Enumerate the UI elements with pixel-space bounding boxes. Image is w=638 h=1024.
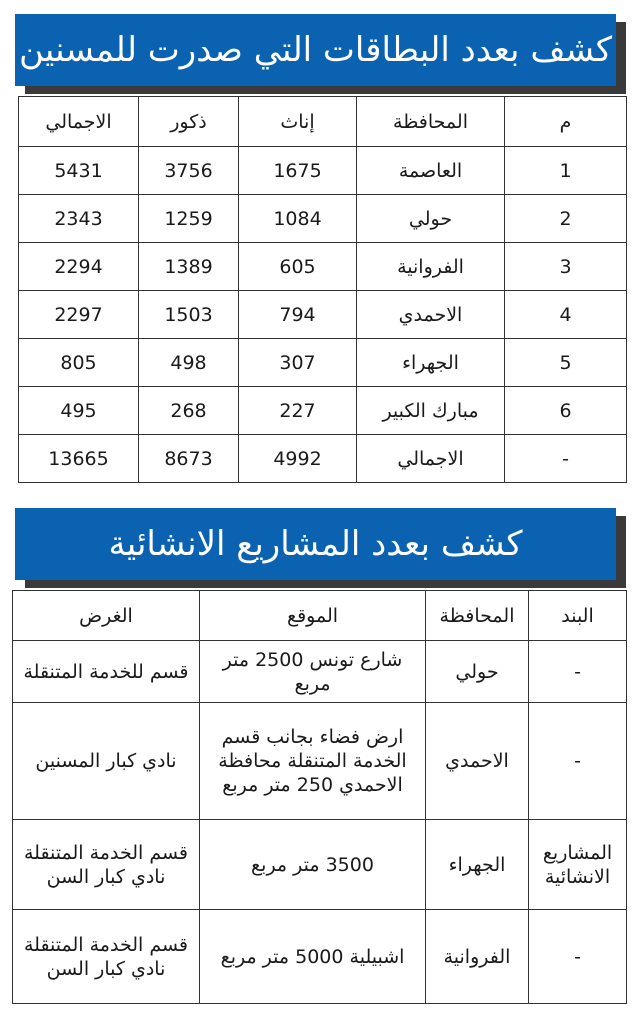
- cell-governorate: مبارك الكبير: [357, 387, 505, 435]
- header-cell: الغرض: [13, 591, 200, 641]
- cell-governorate: الفروانية: [357, 243, 505, 291]
- cell-number: -: [505, 435, 627, 483]
- cell-males: 498: [139, 339, 239, 387]
- cell-total: 495: [19, 387, 139, 435]
- cell-number: 1: [505, 147, 627, 195]
- header-cell: إناث: [239, 97, 357, 147]
- table-row: [13, 641, 627, 703]
- header-cell: المحافظة: [426, 591, 529, 641]
- cell-governorate: الاحمدي: [426, 703, 529, 820]
- cell-governorate: الاحمدي: [357, 291, 505, 339]
- cell-purpose: قسم للخدمة المتنقلة: [13, 641, 200, 703]
- cell-item: -: [529, 910, 627, 1004]
- cell-males: 1259: [139, 195, 239, 243]
- cell-females: 794: [239, 291, 357, 339]
- cell-purpose: قسم الخدمة المتنقلة نادي كبار السن: [13, 910, 200, 1004]
- cell-females: 605: [239, 243, 357, 291]
- cell-females: 1675: [239, 147, 357, 195]
- banner-shadow: [25, 86, 626, 94]
- cell-number: 2: [505, 195, 627, 243]
- cell-total: 2343: [19, 195, 139, 243]
- cell-females: 1084: [239, 195, 357, 243]
- table-row: [19, 291, 627, 339]
- cell-total: 13665: [19, 435, 139, 483]
- cell-location: اشبيلية 5000 متر مربع: [200, 910, 426, 1004]
- cell-males: 8673: [139, 435, 239, 483]
- table-header-row: [19, 97, 627, 147]
- cell-total: 2294: [19, 243, 139, 291]
- table-row: [19, 387, 627, 435]
- projects-title-banner: [15, 508, 616, 580]
- cell-location: شارع تونس 2500 متر مربع: [200, 641, 426, 703]
- cell-number: 6: [505, 387, 627, 435]
- banner-shadow: [616, 22, 626, 94]
- table-row: [19, 339, 627, 387]
- cell-males: 1389: [139, 243, 239, 291]
- header-cell: البند: [529, 591, 627, 641]
- cards-table: [18, 96, 627, 483]
- cell-location: ارض فضاء بجانب قسم الخدمة المتنقلة محافظة الاحمدي 250 متر مربع: [200, 703, 426, 820]
- header-cell: الموقع: [200, 591, 426, 641]
- cell-item: -: [529, 703, 627, 820]
- cell-purpose: قسم الخدمة المتنقلة نادي كبار السن: [13, 820, 200, 910]
- cell-females: 4992: [239, 435, 357, 483]
- cell-governorate: الفروانية: [426, 910, 529, 1004]
- table-header-row: [13, 591, 627, 641]
- cell-number: 4: [505, 291, 627, 339]
- projects-table: [12, 590, 627, 1004]
- banner-shadow: [616, 516, 626, 588]
- cell-number: 5: [505, 339, 627, 387]
- cards-title-banner: [15, 14, 616, 86]
- projects-title: كشف بعدد المشاريع الانشائية: [108, 524, 523, 564]
- cell-location: 3500 متر مربع: [200, 820, 426, 910]
- cell-governorate: العاصمة: [357, 147, 505, 195]
- cell-total: 5431: [19, 147, 139, 195]
- cell-males: 1503: [139, 291, 239, 339]
- table-row: [13, 820, 627, 910]
- header-cell: ذكور: [139, 97, 239, 147]
- table-row: [19, 195, 627, 243]
- cell-governorate: حولي: [357, 195, 505, 243]
- cell-number: 3: [505, 243, 627, 291]
- cell-item: -: [529, 641, 627, 703]
- table-row: [13, 703, 627, 820]
- table-total-row: [19, 435, 627, 483]
- cell-governorate: حولي: [426, 641, 529, 703]
- table-row: [13, 910, 627, 1004]
- cell-females: 227: [239, 387, 357, 435]
- cell-purpose: نادي كبار المسنين: [13, 703, 200, 820]
- table-row: [19, 147, 627, 195]
- header-cell: م: [505, 97, 627, 147]
- cell-item: المشاريع الانشائية: [529, 820, 627, 910]
- cell-governorate: الاجمالي: [357, 435, 505, 483]
- banner-shadow: [25, 580, 626, 588]
- cell-governorate: الجهراء: [357, 339, 505, 387]
- cell-governorate: الجهراء: [426, 820, 529, 910]
- cell-total: 2297: [19, 291, 139, 339]
- cell-males: 268: [139, 387, 239, 435]
- table-row: [19, 243, 627, 291]
- cell-females: 307: [239, 339, 357, 387]
- cell-total: 805: [19, 339, 139, 387]
- cards-title: كشف بعدد البطاقات التي صدرت للمسنين: [18, 30, 613, 70]
- header-cell: المحافظة: [357, 97, 505, 147]
- header-cell: الاجمالي: [19, 97, 139, 147]
- cell-males: 3756: [139, 147, 239, 195]
